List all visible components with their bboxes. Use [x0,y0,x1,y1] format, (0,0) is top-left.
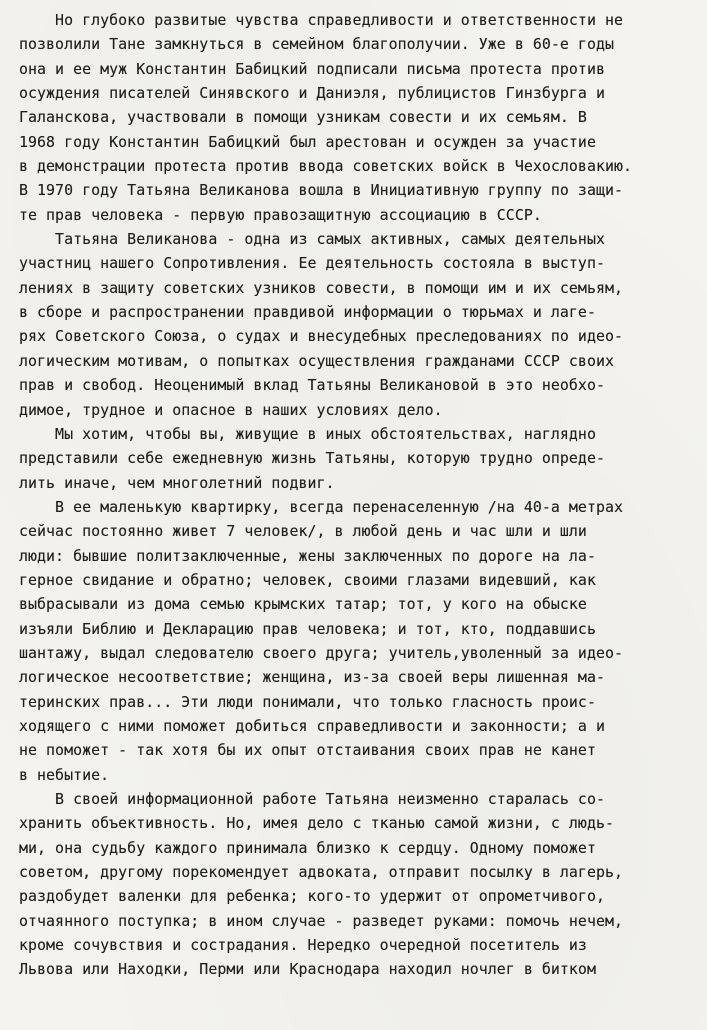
text-line: кроме сочувствия и сострадания. Нередко очередной посетитель из [19,936,587,955]
text-line: логическое несоответствие; женщина, из-за своей веры лишенная ма- [19,668,605,687]
document-body [19,8,689,982]
text-line: хранить объективность. Но, имея дело с тканью самой жизни, с людь- [19,814,614,833]
text-line: Но глубоко развитые чувства справедливости и ответственности не [19,11,623,29]
text-line: рях Советского Союза, о судах и внесудебных преследованиях по идео- [19,327,623,346]
text-line: шантажу, выдал следователю своего друга; учитель,уволенный за идео- [19,643,623,662]
text-line: изъяли Библию и Декларацию прав человека; и тот, кто, поддавшись [19,619,596,638]
text-line: лить иначе, чем многолетний подвиг. [19,473,335,492]
text-line: в демонстрации протеста против ввода советских войск в Чехословакию. [19,157,633,176]
text-line: советом, другому порекомендует адвоката, отправит посылку в лагерь, [19,863,623,882]
text-line: раздобудет валенки для ребенка; кого-то удержит от опрометчивого, [19,887,605,906]
text-line: теринских прав... Эти люди понимали, что только гласность проис- [19,692,596,711]
text-line: Львова или Находки, Перми или Краснодара находил ночлег в битком [19,960,596,979]
text-line: позволили Тане замкнуться в семейном благополучии. Уже в 60-е годы [19,35,614,54]
text-line: сейчас постоянно живет 7 человек/, в любой день и час шли и шли [19,522,587,541]
text-line: представили себе ежедневную жизнь Татьяны, которую трудно опреде- [19,449,605,468]
text-line: Татьяна Великанова - одна из самых активных, самых деятельных [19,230,605,249]
text-line: прав и свобод. Неоценимый вклад Татьяны Великановой в это необхо- [19,376,605,395]
text-line: 1968 году Константин Бабицкий был арестован и осужден за участие [19,132,596,151]
text-line: ходящего с ними поможет добиться справедливости и законности; а и [19,716,605,735]
text-line: ми, она судьбу каждого принимала близко к сердцу. Одному поможет [19,838,596,857]
text-line: герное свидание и обратно; человек, своими глазами видевший, как [19,570,596,589]
text-line: не поможет - так хотя бы их опыт отстаивания своих прав не канет [19,741,596,760]
text-line: В 1970 году Татьяна Великанова вошла в Инициативную группу по защи- [19,181,623,200]
text-line: осуждения писателей Синявского и Даниэля, публицистов Гинзбурга и [19,84,605,103]
text-line: Мы хотим, чтобы вы, живущие в иных обстоятельствах, наглядно [19,424,596,443]
text-line: в небытие. [19,765,110,784]
text-line: Галанскова, участвовали в помощи узникам совести и их семьям. В [19,108,587,127]
text-line: димое, трудное и опасное в наших условиях дело. [19,400,443,419]
text-line: В ее маленькую квартирку, всегда перенаселенную /на 40-а метрах [19,497,623,516]
text-line: лениях в защиту советских узников совести, в помощи им и их семьям, [19,278,623,297]
text-line: выбрасывали из дома семью крымских татар; тот, у кого на обыске [19,595,587,614]
text-line: она и ее муж Константин Бабицкий подписали письма протеста против [19,59,605,78]
text-line: люди: бывшие политзаключенные, жены заключенных по дороге на ла- [19,546,596,565]
text-line: те прав человека - первую правозащитную ассоциацию в СССР. [19,205,542,224]
text-line: в сборе и распространении правдивой информации о тюрьмах и лаге- [19,303,596,322]
text-line: В своей информационной работе Татьяна неизменно старалась со- [19,790,605,808]
text-line: логическим мотивам, о попытках осуществления гражданами СССР своих [19,351,614,370]
text-line: отчаянного поступка; в ином случае - разведет руками: помочь нечем, [19,911,623,930]
text-line: участниц нашего Сопротивления. Ее деятельность состояла в выступ- [19,254,605,273]
